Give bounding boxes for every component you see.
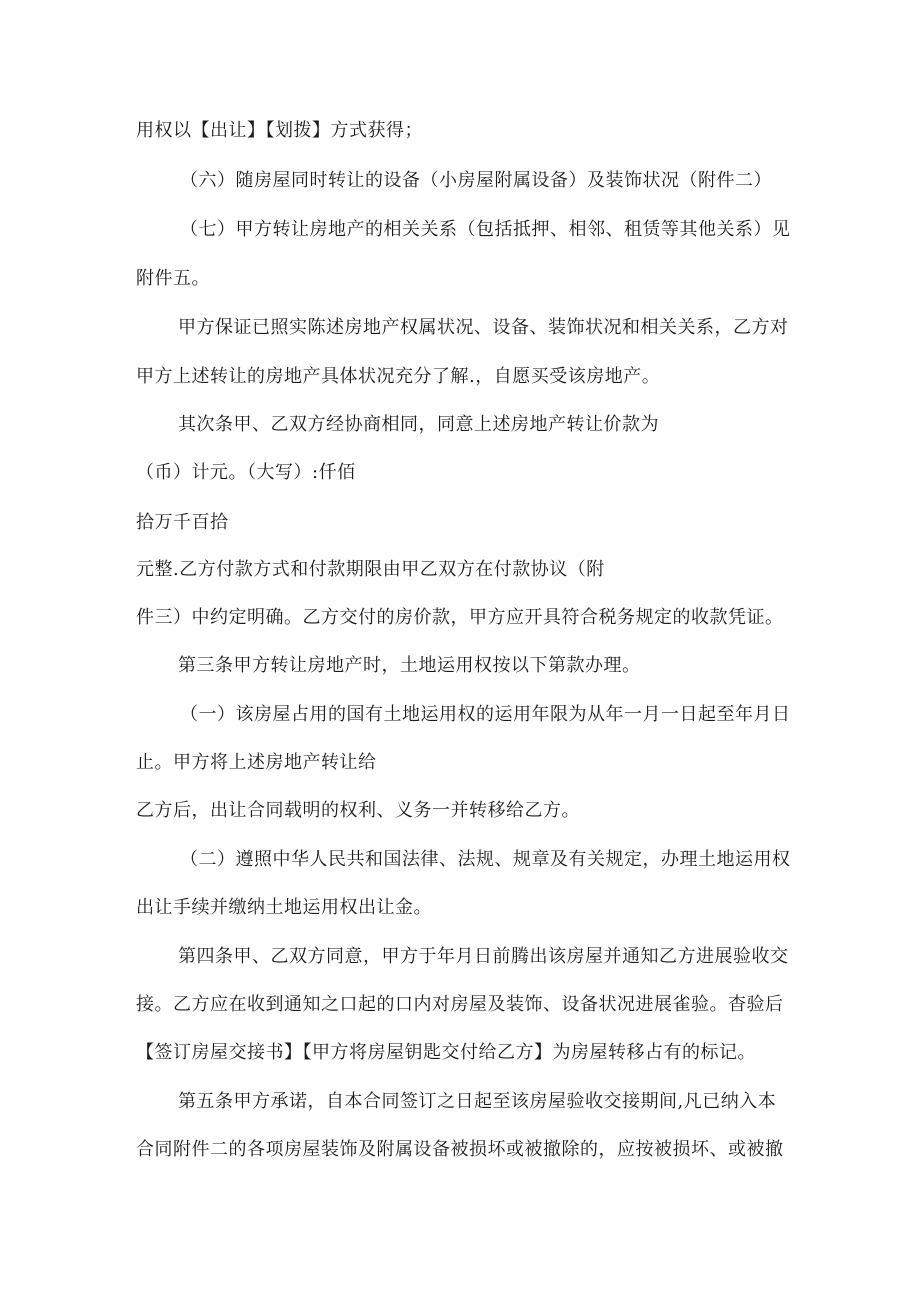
text-line: 第三条甲方转让房地产时，土地运用权按以下第款办理。	[178, 655, 641, 676]
text-line: 其次条甲、乙双方经协商相同，同意上述房地产转让价款为	[178, 414, 659, 435]
text-line: （七）甲方转让房地产的相关关系（包括抵押、相邻、租赁等其他关系）见	[180, 219, 791, 240]
text-line: 【签订房屋交接书】【甲方将房屋钥匙交付给乙方】为房屋转移占有的标记。	[136, 1042, 756, 1063]
text-line: 甲方保证已照实陈述房地产权属状况、设备、装饰状况和相关关系，乙方对	[178, 317, 789, 338]
text-line: 接。乙方应在收到通知之口起的口内对房屋及装饰、设备状况进展雀验。杳验后	[136, 994, 784, 1015]
text-line: 出让手续并缴纳土地运用权出让金。	[136, 897, 432, 918]
text-line: 第五条甲方承诺，自本合同签订之日起至该房屋验收交接期间,凡已纳入本	[178, 1091, 777, 1112]
text-line: （二）遵照中华人民共和国法律、法规、规章及有关规定，办理土地运用权	[180, 849, 791, 870]
text-line: 件三）中约定明确。乙方交付的房价款，甲方应开具符合税务规定的收款凭证。	[136, 607, 784, 628]
text-line: （币）计元。（大写）:仟佰	[136, 462, 356, 483]
text-line: 乙方后，出让合同载明的权利、义务一并转移给乙方。	[136, 800, 580, 821]
text-line: （一）该房屋占用的国有土地运用权的运用年限为从年一月一日起至年月日	[180, 704, 791, 725]
text-line: （六）随房屋同时转让的设备（小房屋附属设备）及装饰状况（附件二）	[180, 170, 772, 191]
text-line: 第四条甲、乙双方同意，甲方于年月日前腾出该房屋并通知乙方进展验收交	[178, 946, 789, 967]
text-line: 用权以【出让】【划拨】方式获得；	[136, 120, 423, 141]
text-line: 元整.乙方付款方式和付款期限由甲乙双方在付款协议（附	[136, 559, 605, 580]
text-line: 附件五。	[136, 268, 210, 289]
text-line: 甲方上述转让的房地产具体状况充分了解.，自愿买受该房地产。	[136, 366, 661, 387]
text-line: 合同附件二的各项房屋装饰及附属设备被损坏或被撤除的，应按被损坏、或被撤	[136, 1139, 784, 1160]
text-line: 拾万千百拾	[136, 512, 229, 533]
text-line: 止。甲方将上述房地产转让给	[136, 752, 377, 773]
